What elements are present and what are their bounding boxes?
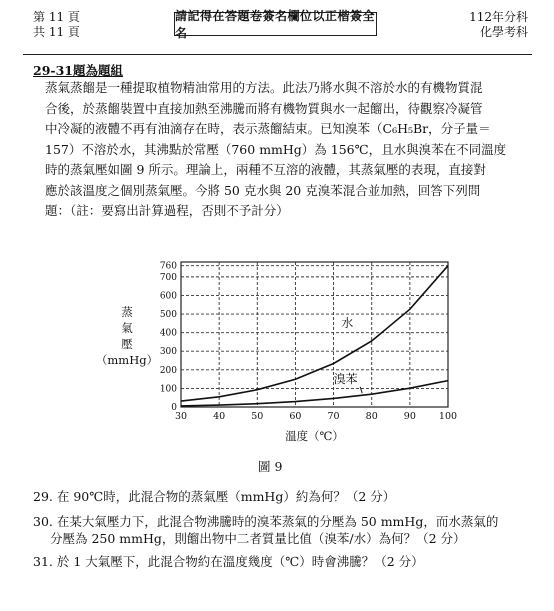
exam-subject: 化學考科 [479, 25, 528, 39]
intro-line: 時的蒸氣壓如圖 9 所示。理論上，兩種不互溶的液體，其蒸氣壓的表現，直接對 [45, 162, 486, 177]
page-total: 共 11 頁 [33, 25, 80, 39]
x-tick-label: 30 [174, 411, 188, 422]
series-label-bromobenzene: 溴苯 [333, 371, 358, 386]
x-tick-label: 90 [403, 411, 416, 422]
vapor-pressure-chart [95, 232, 475, 447]
question-line: 31. 於 1 大氣壓下，此混合物約在溫度幾度（℃）時會沸騰？（2 分） [33, 554, 424, 569]
y-tick-label: 0 [171, 403, 177, 413]
y-axis-label: 氣 [121, 321, 133, 335]
y-axis-label: 壓 [121, 337, 133, 351]
y-tick-label: 500 [159, 310, 177, 321]
question-line: 29. 在 90℃時，此混合物的蒸氣壓（mmHg）約為何？（2 分） [33, 489, 396, 504]
plot-frame [181, 262, 448, 407]
page-number-block [33, 10, 80, 40]
question-30 [33, 513, 533, 547]
intro-line: 題：（註：要寫出計算過程，否則不予計分） [45, 203, 289, 218]
signature-notice-box [174, 9, 377, 40]
signature-notice: 請記得在答題卷簽名欄位以正楷簽全名 [175, 9, 376, 40]
x-tick-label: 80 [365, 411, 378, 422]
question-line: 分壓為 250 mmHg，則餾出物中二者質量比值（溴苯/水）為何？（2 分） [50, 531, 466, 546]
y-tick-label: 200 [159, 365, 177, 376]
y-axis-label: （mmHg） [95, 353, 159, 367]
x-tick-label: 50 [251, 411, 264, 422]
figure-label: 圖 9 [258, 459, 283, 474]
series-label-water: 水 [341, 316, 354, 331]
series-line [181, 266, 448, 401]
intro-line: 中冷凝的液體不再有油滴存在時，表示蒸餾結束。已知溴苯（C₆H₅Br，分子量＝ [45, 121, 491, 136]
y-tick-label: 700 [159, 272, 177, 283]
chart-svg [95, 232, 475, 447]
question-line: 30. 在某大氣壓力下，此混合物沸騰時的溴苯蒸氣的分壓為 50 mmHg，而水蒸氣的 [33, 514, 499, 529]
intro-line: 合後，於蒸餾裝置中直接加熱至沸騰而將有機物質與水一起餾出，待觀察冷凝管 [45, 100, 483, 116]
header-divider [23, 54, 532, 55]
y-axis-label: 蒸 [121, 305, 133, 319]
question-group-title: 29-31題為題組 [33, 63, 123, 78]
x-axis-label: 溫度（℃） [285, 429, 344, 443]
x-tick-label: 40 [213, 411, 226, 422]
y-tick-label: 760 [159, 261, 177, 272]
y-tick-label: 400 [159, 328, 177, 339]
y-tick-label: 300 [159, 347, 177, 358]
question-31 [33, 553, 533, 570]
exam-info-block [469, 10, 528, 40]
intro-paragraph [45, 78, 528, 222]
x-tick-label: 70 [327, 411, 340, 422]
y-tick-label: 600 [159, 291, 177, 302]
page-number: 第 11 頁 [33, 10, 80, 24]
y-tick-label: 100 [159, 384, 177, 395]
question-29 [33, 488, 533, 505]
intro-line: 蒸氣蒸餾是一種提取植物精油常用的方法。此法乃將水與不溶於水的有機物質混 [45, 80, 483, 95]
series-label-pointer [360, 387, 362, 393]
intro-line: 應於該溫度之個別蒸氣壓。今將 50 克水與 20 克溴苯混合並加熱，回答下列問 [45, 182, 481, 198]
x-tick-label: 60 [289, 411, 302, 422]
exam-year: 112年分科 [469, 10, 528, 24]
x-tick-label: 100 [438, 411, 458, 422]
intro-line: 157）不溶於水，其沸點於常壓（760 mmHg）為 156℃，且水與溴苯在不同溫度 [45, 141, 507, 157]
series-line [181, 381, 448, 406]
